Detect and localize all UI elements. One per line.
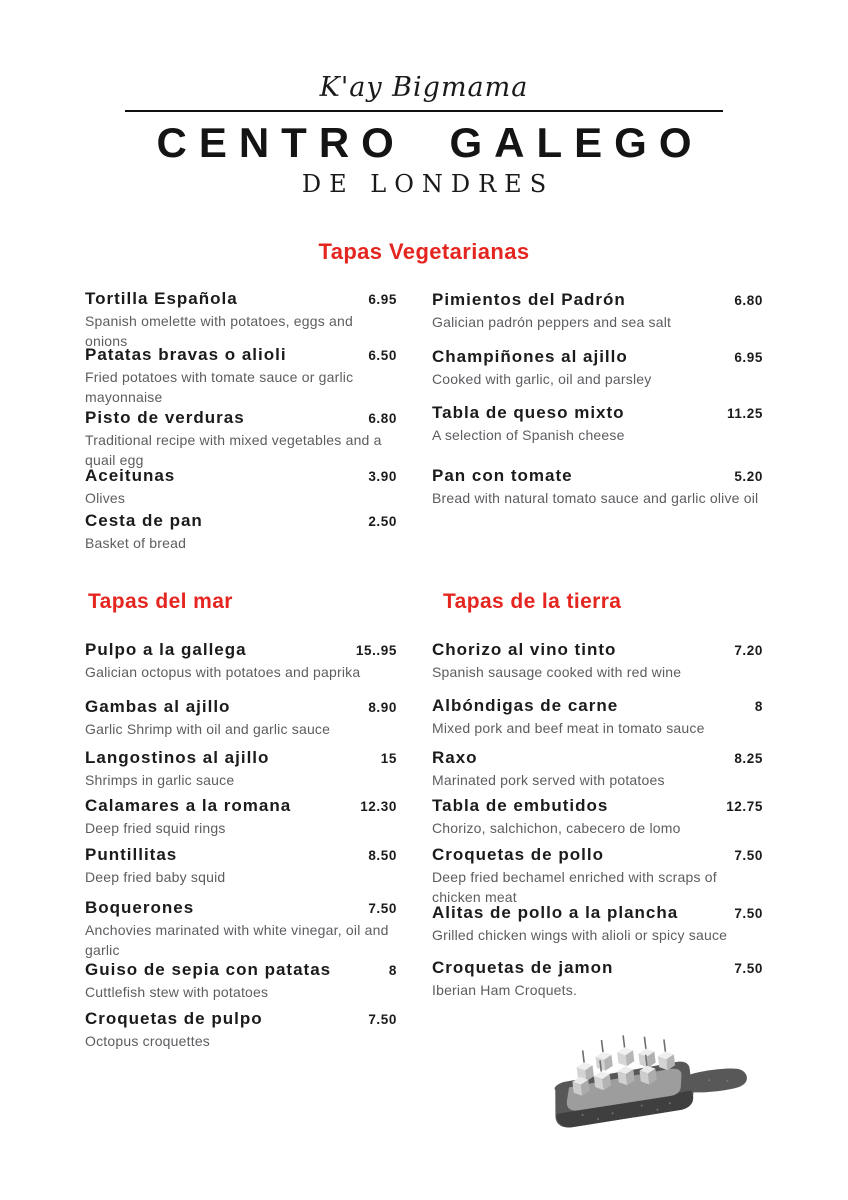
item-name: Tabla de embutidos: [432, 796, 609, 815]
item-header: [432, 347, 763, 367]
item-name: Croquetas de jamon: [432, 958, 614, 977]
item-name: Chorizo al vino tinto: [432, 640, 617, 659]
item-description: Anchovies marinated with white vinegar, oil and garlic: [85, 922, 389, 958]
menu-item: [85, 796, 397, 838]
item-header: [85, 289, 397, 309]
menu-item: [85, 845, 397, 887]
item-description: Galician octopus with potatoes and paprika: [85, 664, 361, 680]
restaurant-subtitle: DE LONDRES: [301, 170, 555, 198]
menu-item: [85, 640, 397, 682]
item-header: [85, 796, 397, 816]
item-header: [85, 960, 397, 980]
item-description: Garlic Shrimp with oil and garlic sauce: [85, 721, 331, 737]
menu-item: [432, 290, 763, 332]
menu-item: [85, 960, 397, 1002]
item-description: Bread with natural tomato sauce and garlic olive oil: [432, 490, 759, 506]
menu-item: [85, 748, 397, 790]
item-header: [85, 845, 397, 865]
item-name: Puntillitas: [85, 845, 178, 864]
item-price: 5.20: [734, 469, 763, 484]
item-price: 7.20: [734, 643, 763, 658]
menu-item: [432, 466, 763, 508]
item-price: 7.50: [734, 961, 763, 976]
item-description: Octopus croquettes: [85, 1033, 210, 1049]
item-description: Mixed pork and beef meat in tomato sauce: [432, 720, 705, 736]
item-name: Raxo: [432, 748, 478, 767]
item-price: 6.50: [368, 348, 397, 363]
item-price: 6.95: [734, 350, 763, 365]
menu-item: [432, 403, 763, 445]
item-name: Gambas al ajillo: [85, 697, 231, 716]
menu-item: [85, 1009, 397, 1051]
menu-item: [85, 898, 397, 960]
menu-item: [85, 697, 397, 739]
item-header: [432, 958, 763, 978]
menu-item: [85, 466, 397, 508]
item-header: [85, 748, 397, 768]
menu-item: [432, 796, 763, 838]
item-price: 7.50: [734, 906, 763, 921]
item-price: 3.90: [368, 469, 397, 484]
item-description: Olives: [85, 490, 126, 506]
item-header: [85, 408, 397, 428]
section-title-mar: Tapas del mar: [88, 590, 233, 613]
item-description: Spanish sausage cooked with red wine: [432, 664, 682, 680]
menu-item: [432, 347, 763, 389]
item-price: 8.25: [734, 751, 763, 766]
item-name: Champiñones al ajillo: [432, 347, 628, 366]
item-description: Iberian Ham Croquets.: [432, 982, 578, 998]
item-price: 7.50: [734, 848, 763, 863]
item-name: Guiso de sepia con patatas: [85, 960, 332, 979]
item-price: 8.90: [368, 700, 397, 715]
tapas-board-illustration: [540, 1032, 768, 1132]
item-price: 8: [388, 963, 397, 978]
menu-item: [432, 845, 763, 907]
menu-item: [85, 511, 397, 553]
item-price: 6.80: [734, 293, 763, 308]
item-header: [432, 796, 763, 816]
item-header: [85, 697, 397, 717]
item-name: Calamares a la romana: [85, 796, 292, 815]
item-header: [85, 511, 397, 531]
item-description: Deep fried bechamel enriched with scraps of chicken meat: [432, 869, 717, 905]
item-description: Shrimps in garlic sauce: [85, 772, 235, 788]
item-description: Deep fried baby squid: [85, 869, 226, 885]
item-header: [432, 903, 763, 923]
item-header: [85, 1009, 397, 1029]
menu-item: [432, 958, 763, 1000]
header-divider: [125, 110, 723, 112]
item-name: Pisto de verduras: [85, 408, 245, 427]
item-header: [432, 845, 763, 865]
item-description: Cooked with garlic, oil and parsley: [432, 371, 652, 387]
item-name: Tabla de queso mixto: [432, 403, 625, 422]
menu-item: [432, 748, 763, 790]
item-header: [432, 640, 763, 660]
item-description: Deep fried squid rings: [85, 820, 226, 836]
item-description: Traditional recipe with mixed vegetables and a quail egg: [85, 432, 382, 468]
item-name: Pulpo a la gallega: [85, 640, 247, 659]
item-price: 15: [380, 751, 397, 766]
restaurant-title: CENTRO GALEGO: [156, 119, 704, 166]
menu-item: [432, 696, 763, 738]
item-name: Alitas de pollo a la plancha: [432, 903, 679, 922]
item-price: 6.95: [368, 292, 397, 307]
item-price: 6.80: [368, 411, 397, 426]
item-header: [432, 696, 763, 716]
item-header: [432, 466, 763, 486]
item-header: [432, 403, 763, 423]
item-description: Cuttlefish stew with potatoes: [85, 984, 269, 1000]
item-price: 11.25: [726, 406, 763, 421]
item-name: Cesta de pan: [85, 511, 203, 530]
item-name: Aceitunas: [85, 466, 176, 485]
item-price: 7.50: [368, 901, 397, 916]
section-title-tierra: Tapas de la tierra: [443, 590, 622, 613]
item-name: Pimientos del Padrón: [432, 290, 626, 309]
item-header: [432, 290, 763, 310]
item-header: [85, 466, 397, 486]
item-description: Marinated pork served with potatoes: [432, 772, 665, 788]
section-title-vegetarianas: Tapas Vegetarianas: [318, 239, 530, 264]
item-name: Croquetas de pulpo: [85, 1009, 263, 1028]
menu-item: [85, 289, 397, 351]
item-header: [432, 748, 763, 768]
item-price: 12.30: [360, 799, 397, 814]
item-description: Chorizo, salchichon, cabecero de lomo: [432, 820, 681, 836]
item-description: Galician padrón peppers and sea salt: [432, 314, 672, 330]
item-name: Pan con tomate: [432, 466, 573, 485]
item-description: A selection of Spanish cheese: [432, 427, 625, 443]
item-name: Boquerones: [85, 898, 195, 917]
item-price: 8: [754, 699, 763, 714]
item-price: 12.75: [726, 799, 763, 814]
item-name: Albóndigas de carne: [432, 696, 619, 715]
restaurant-script-name: K'ay Bigmama: [319, 72, 529, 103]
item-description: Grilled chicken wings with alioli or spicy sauce: [432, 927, 728, 943]
item-header: [85, 640, 397, 660]
item-name: Patatas bravas o alioli: [85, 345, 287, 364]
item-header: [85, 898, 397, 918]
item-name: Langostinos al ajillo: [85, 748, 270, 767]
item-price: 15..95: [355, 643, 397, 658]
menu-item: [85, 408, 397, 470]
item-description: Spanish omelette with potatoes, eggs and onions: [85, 313, 353, 349]
menu-item: [85, 345, 397, 407]
item-header: [85, 345, 397, 365]
menu-item: [432, 640, 763, 682]
item-price: 7.50: [368, 1012, 397, 1027]
item-price: 8.50: [368, 848, 397, 863]
item-name: Tortilla Española: [85, 289, 238, 308]
item-description: Fried potatoes with tomate sauce or garlic mayonnaise: [85, 369, 354, 405]
item-price: 2.50: [368, 514, 397, 529]
item-name: Croquetas de pollo: [432, 845, 604, 864]
item-description: Basket of bread: [85, 535, 187, 551]
menu-item: [432, 903, 763, 945]
